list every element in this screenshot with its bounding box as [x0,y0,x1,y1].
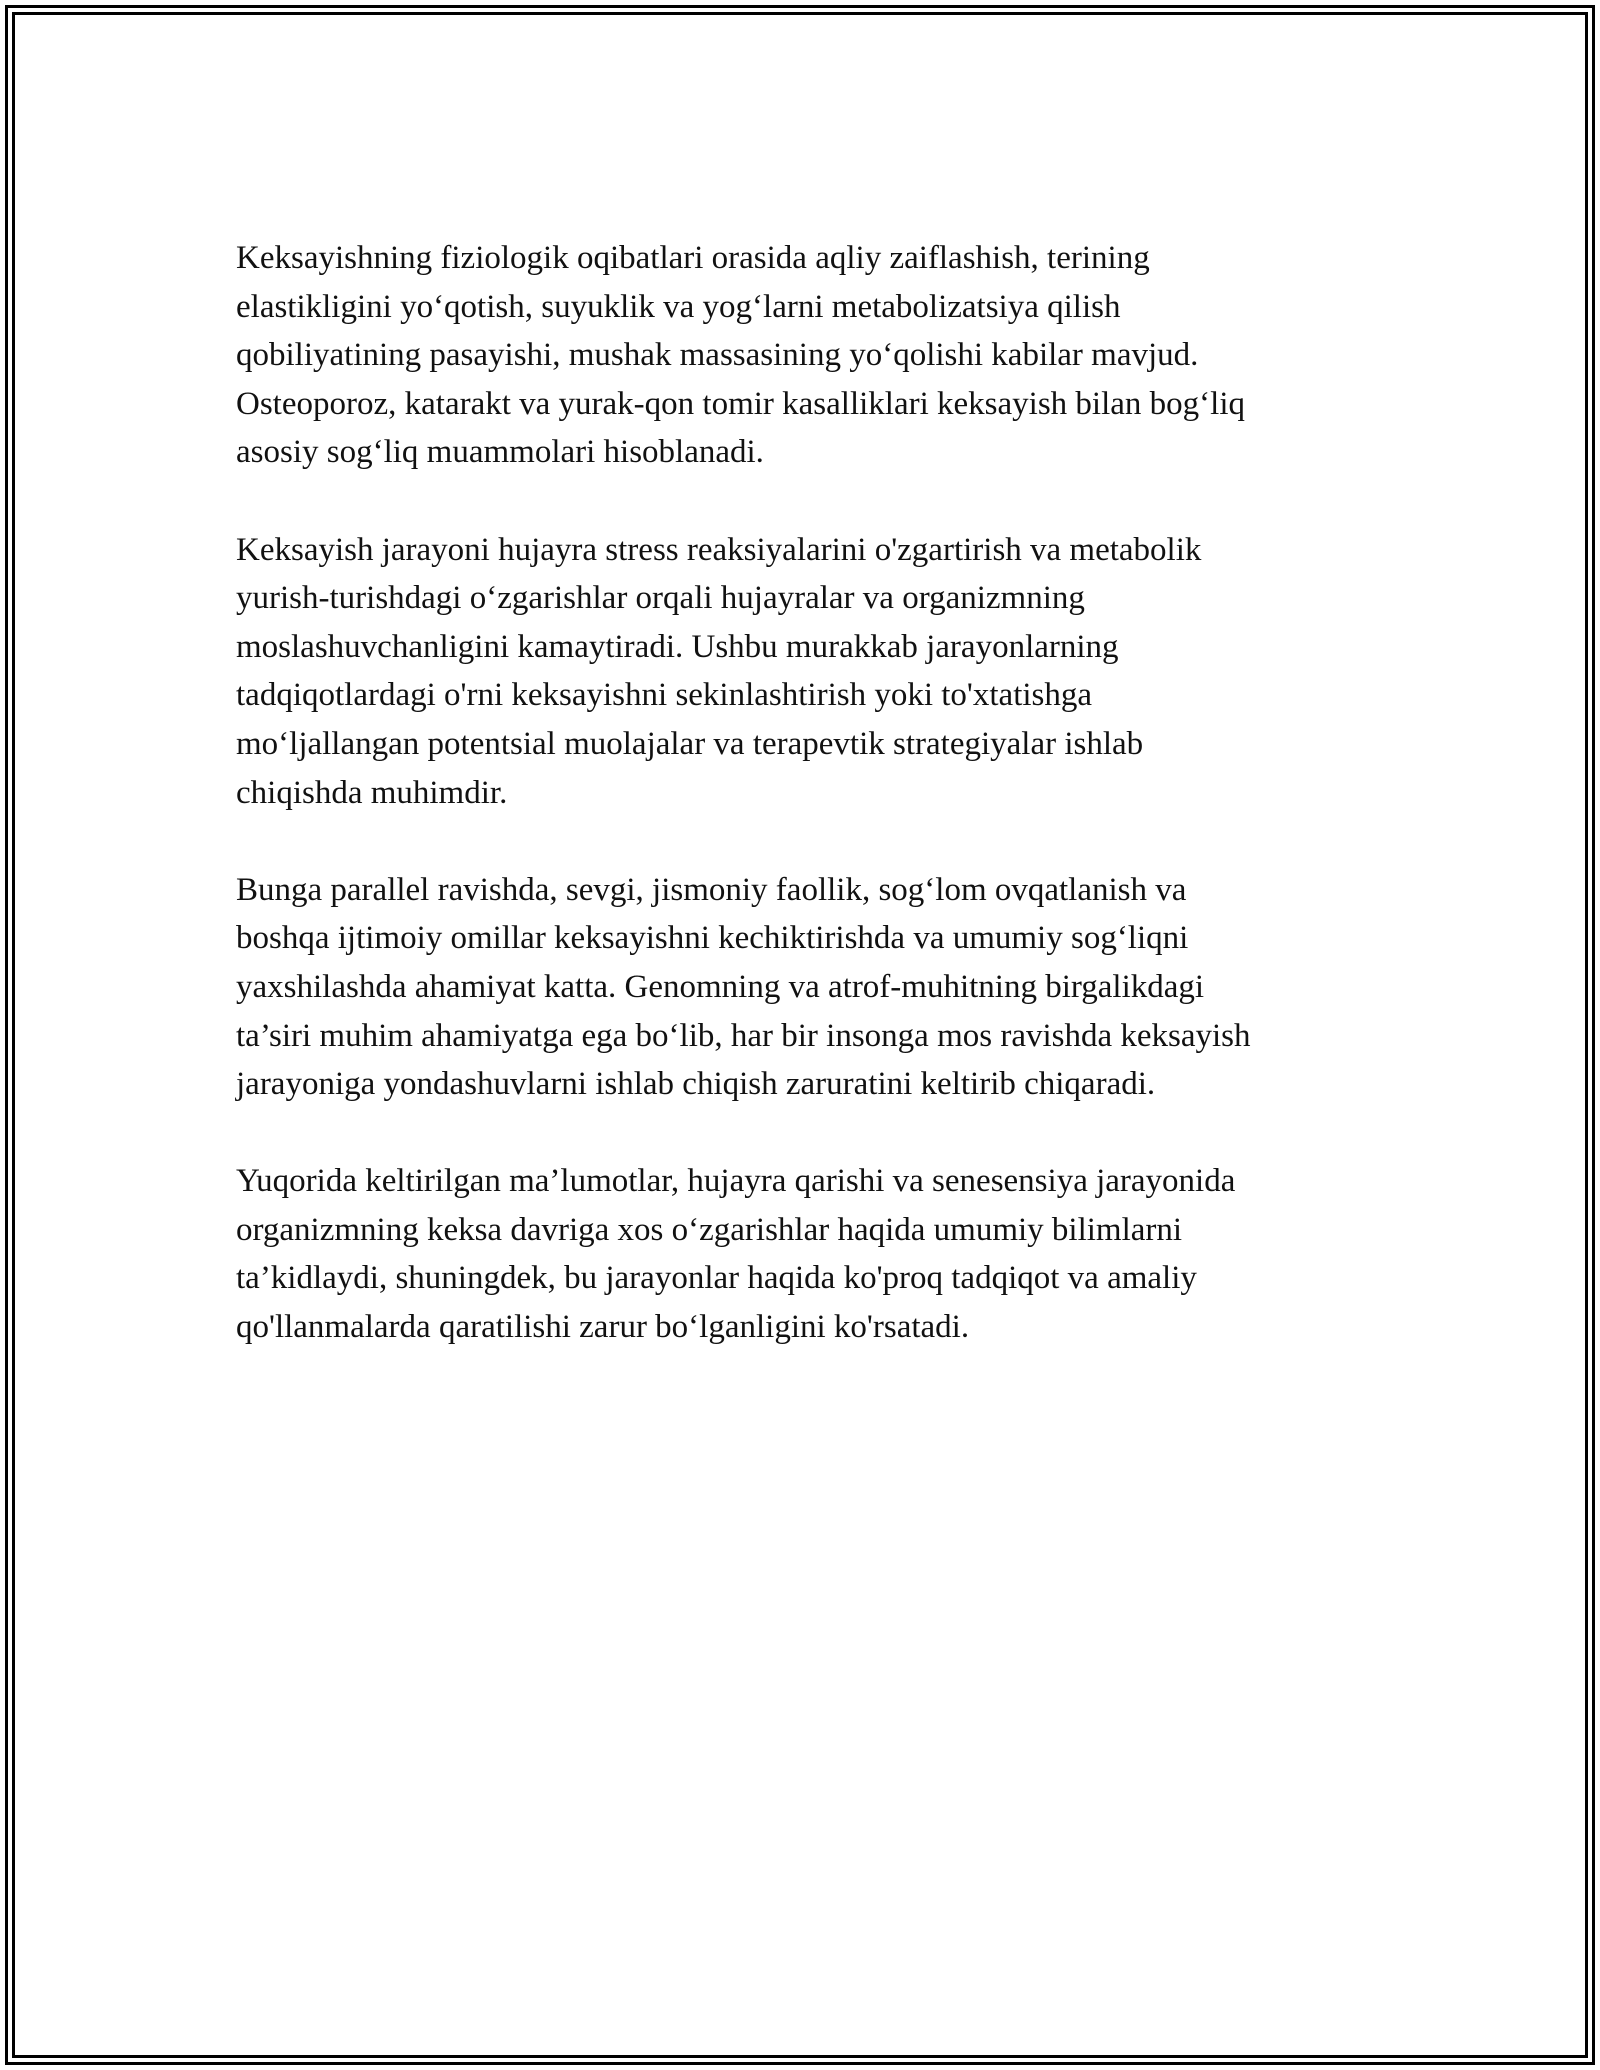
text-line: boshqa ijtimoiy omillar keksayishni kechiktirishda va umumiy sog‘liqni [236,920,1189,957]
text-line: Keksayish jarayoni hujayra stress reaksiyalarini o'zgartirish va metabolik [236,531,1202,568]
paragraph-3 [236,866,1386,1109]
text-line: organizmning keksa davriga xos o‘zgarishlar haqida umumiy bilimlarni [236,1211,1183,1248]
text-line: elastikligini yo‘qotish, suyuklik va yog‘larni metabolizatsiya qilish [236,288,1121,325]
text-line: qo'llanmalarda qaratilishi zarur bo‘lganligini ko'rsatadi. [236,1309,970,1346]
text-line: asosiy sog‘liq muammolari hisoblanadi. [236,434,764,471]
text-line: yaxshilashda ahamiyat katta. Genomning va atrof-muhitning birgalikdagi [236,968,1205,1005]
document-body [236,234,1386,1400]
text-line: Keksayishning fiziologik oqibatlari orasida aqliy zaiflashish, terining [236,240,1150,276]
text-line: qobiliyatining pasayishi, mushak massasining yo‘qolishi kabilar mavjud. [236,337,1199,374]
text-line: yurish-turishdagi o‘zgarishlar orqali hujayralar va organizmning [236,580,1085,617]
text-line: ta’siri muhim ahamiyatga ega bo‘lib, har bir insonga mos ravishda keksayish [236,1017,1251,1054]
text-line: Osteoporoz, katarakt va yurak-qon tomir kasalliklari keksayish bilan bog‘liq [236,385,1245,422]
text-line: Yuqorida keltirilgan ma’lumotlar, hujayra qarishi va senesensiya jarayonida [236,1163,1236,1200]
text-line: jarayoniga yondashuvlarni ishlab chiqish zaruratini keltirib chiqaradi. [236,1066,1156,1103]
text-line: tadqiqotlardagi o'rni keksayishni sekinlashtirish yoki to'xtatishga [236,677,1093,714]
text-line: Bunga parallel ravishda, sevgi, jismoniy faollik, sog‘lom ovqatlanish va [236,871,1187,908]
paragraph-2 [236,526,1386,818]
text-line: ta’kidlaydi, shuningdek, bu jarayonlar haqida ko'proq tadqiqot va amaliy [236,1260,1197,1297]
text-line: chiqishda muhimdir. [236,774,508,811]
paragraph-1 [236,234,1386,477]
paragraph-4 [236,1157,1386,1351]
text-line: mo‘ljallangan potentsial muolajalar va terapevtik strategiyalar ishlab [236,725,1144,762]
text-line: moslashuvchanligini kamaytiradi. Ushbu murakkab jarayonlarning [236,628,1119,665]
